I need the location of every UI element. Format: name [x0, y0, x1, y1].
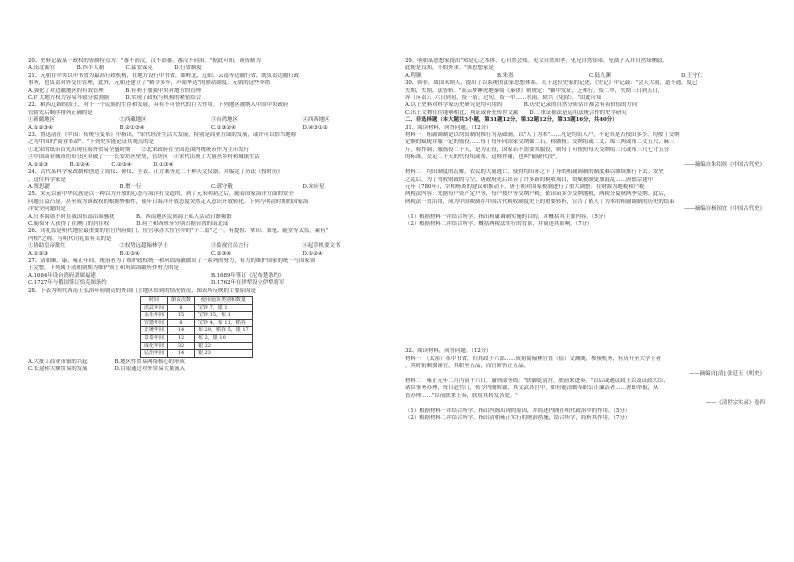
question-32-title: 32、阅读材料，回答问题。（12分）	[405, 348, 492, 355]
table-row	[141, 319, 253, 327]
q31-source-2: ——摘编自杨国宜《中国古代史》	[684, 206, 765, 213]
table-cell: 永乐年间	[141, 312, 168, 320]
question-25-options-cd: C.葡萄牙人获得了在澳门的居住权 D.荷兰和西班牙分别占据台湾的南北部	[28, 220, 229, 227]
option: B.朱熹	[497, 72, 514, 79]
table-row	[141, 342, 253, 350]
table-cell: 8	[168, 319, 195, 327]
q32-source-2: ——《清世宗实录》卷四	[705, 400, 765, 407]
tribute-table	[140, 296, 253, 358]
q31-material-2-line: 之乱后，为了驾收财政的亏空，唐政府先后出台了许多新的税收项目，赞赋税制更加混乱……唐德宗建中	[405, 176, 653, 183]
answer-space	[405, 228, 773, 348]
question-25-stem-3: 洋安全问题的是	[28, 206, 66, 213]
question-24-stem-1: 24、古代某科学家改制和创造了简仪、仰仪、圭表、正方案等近二十种天文仪器，并编定了历法《授时历》	[28, 169, 283, 176]
option: A.①②③④	[28, 124, 53, 131]
table-row	[141, 312, 253, 320]
table-cell: 布 29，稻谷 5，银 17	[195, 327, 253, 335]
question-23-stem-2: 之为中国的"商业革命"。"下列史实能论证其观点的是	[28, 139, 155, 146]
section-title: 二、非选择题（本大题共3小题，第31题12分，第32题12分，第33题16分，共40分）	[405, 117, 618, 124]
question-30-options-ab: A.以上史料对科学家历史研究是均可用的 B.历史记录的自然分质估计都会有着价值的方向	[405, 102, 638, 109]
option: ④西西地区	[302, 117, 330, 124]
table-cell: 正统年间	[141, 327, 168, 335]
question-31-title: 31、阅读材料，回答问题。（12分）	[405, 124, 492, 131]
question-29-stem-1: 29、明朝某思想家提出"知是心之本体，心自然会知。见父自然知孝，见兄自然知弟，见孺子入井自然知恻隐，	[405, 58, 668, 64]
right-column	[405, 58, 773, 422]
question-26-items	[28, 243, 394, 250]
q31-material-2-line: 元年（780年），宰相杨炎的建议和推动下，唐王朝对国家税制进行了重大调整：在财源为地税和户税	[405, 183, 645, 190]
question-27-stem-2: 土完整。下列属于清朝朝期为维护领土和巩固海疆所作努力的是	[28, 265, 179, 272]
option: ②权势远超翰林学士	[119, 243, 169, 250]
table-cell: 银 22	[195, 342, 253, 350]
option: C.1727年与俄国签订恰克图条约	[28, 280, 107, 287]
table-body	[141, 304, 253, 357]
table-cell: 景泰年间	[141, 334, 168, 342]
q31-material-2-line: 材料二 均田制度的瓦解，农民的大量逃亡，使得均田赤之下丁身的租庸调制的制度难以继续推行下去。安史	[405, 169, 664, 176]
q31-material-1-line: 材料一 租庸调制是以均田制的推行为基础制，以"人丁为本"……凡是均田人户，不论其是否授田多少，均按丁交纳	[405, 132, 680, 139]
q31-material-1-line: 斤，称作调；服徭役二十天，是为正役，国家若不需要其服役，则每丁可按照每天交纳绢三尺或布三尺七寸五分	[405, 146, 670, 153]
question-21-options-ab: A.强化了对边疆地区的有效管理 B.有利于加强中央对地方的管理	[28, 87, 202, 94]
option: A.程颢	[405, 72, 422, 79]
option: D.1762年在伊犁设立伊犁将军	[211, 280, 285, 287]
q32-material-2-line: 直办理……"臣前朕来上奏，朕将其转发各处。"	[405, 392, 518, 399]
option: D.宋应星	[302, 183, 325, 190]
option: C.陆九渊	[589, 72, 611, 79]
question-20-options: A.南北面官 B.四半人制 C.猛安谋克 D.行省制度	[28, 65, 202, 72]
table-row	[141, 327, 253, 335]
q32-material-1-line: 。其时衔颇加谨官，其职至五品，而官阶仍正五品。	[405, 363, 529, 370]
table-row	[141, 334, 253, 342]
left-column	[28, 58, 394, 374]
q31-material-2-line: 两税法一直沿用，成为中国税制在中国古代税收制度史上的重要转折，宣告了依人丁为本的租庸调制的历史的结束	[405, 198, 675, 205]
option: B.僧一行	[119, 183, 142, 190]
option: B.①③④	[119, 250, 140, 257]
q32-material-2-line: 诸臣事务办理，每日赴宫门，传令内阁转谕，其文武各官中，如有能清勤奉职公正廉洁者……著即举报，从	[405, 385, 659, 392]
table-header-row	[141, 297, 253, 305]
table-row	[141, 304, 253, 312]
table-cell: 14	[168, 327, 195, 335]
option: B.1689年签订《尼布楚条约》	[211, 272, 285, 279]
q31-subquestion-2: （2）根据材料二并结合所学，概括两税法实行的背景，并简述其影响。（7分）	[405, 220, 593, 227]
question-24-options	[28, 184, 394, 191]
table-cell: 宝钞 4，布 11，稻谷	[195, 319, 253, 327]
q31-source-1: ——摘编自朱绍侯《中国古代史》	[684, 161, 765, 168]
option: C.②③④	[211, 250, 232, 257]
question-24-stem-2: 。这位科学家是	[28, 176, 66, 183]
question-27-stem-1: 27、清朝顺、康、雍正年间，统治者为了维护政权统一和巩固海疆做出了一系列的努力，有力的维护国家的统一与国家领	[28, 257, 316, 264]
question-22-items	[28, 117, 394, 124]
question-22-options	[28, 125, 394, 132]
question-23-items-1: ①北宋的纸币首先出现在海外贸易全盛时期 ②北宋政府在全国范围内统统币作为主币发行	[28, 146, 250, 153]
q32-subquestion-2: （2）根据材料二并结合所学，指出清朝雍正实行的统治措施，结合所学，简析其作用。（7分）	[405, 415, 631, 421]
question-23-items-2: ③中国商业城市坊市分区突破了一一长安坊区壁垒，管坊区 ④宋代出现了大量丛乡村和城镇生活	[28, 154, 260, 161]
question-26-stem-1: 26、司礼监是明代地位最重要的宦官内府衙门，宦官承办大宦官中的"十二监"之一，有提督、掌印、秉笔、随堂等太监，素有"	[28, 228, 329, 235]
question-30-stem-2: 失期，失期，法皆斩。"而云梦睡虎地秦简《秦律》则规定："御中发征，乏弗行，赀二甲，失期三日到五日，	[405, 87, 664, 94]
option: D.①②④	[302, 250, 323, 257]
q31-material-1-line: 定额的赋税并服一定的徭役……每丁每年向国家交纳粟二石，称做租；交纳绢或二丈、绵三两或布二丈五尺、麻三	[405, 139, 675, 146]
option: C.①③②④	[211, 124, 236, 131]
table-cell: 银 23	[195, 350, 253, 358]
table-cell: 32	[168, 342, 195, 350]
q31-material-2-line: 两税法内容：先据每户资产定户等，每户按户等交纳户税；依田亩多少交纳地税，两税分夏秋两季交纳。此后，	[405, 191, 670, 198]
question-21-stem-1: 21、元朝在中央以中书省为最高行政机构，在地方设行中书省，如岭北、辽阳、云南等边疆行省，既负责边疆行政	[28, 72, 300, 79]
question-30-stem-1: 30、韩非，战国末期人，提出了以系统的法家思想体系。关于这位史家的记述，《史记》中记载："会天大雨，道不通，度已	[405, 80, 698, 87]
question-28-options-ab: A.大批工商业市镇的兴起 B.地区性贸易网络核心的形成	[28, 358, 185, 365]
option: ③台湾地区	[211, 117, 238, 124]
table-cell: 成化年间	[141, 342, 168, 350]
question-26-options	[28, 251, 394, 258]
option: ③监视官员言行	[211, 243, 249, 250]
question-20-stem: 20、史料记载某一政权的皆制特点为："番不治汉，汉不治番，番汉不同治。"据此可知，该皆制为	[28, 58, 261, 64]
table-cell: 洪武年间	[141, 304, 168, 312]
option: A.贾思勰	[28, 183, 50, 190]
question-27-options-cd	[28, 280, 394, 287]
q32-material-2-line: 材料二 雍正元年二月丙寅十六日，谕刑部等衙："朕御乾清宫，朕前来进奏。"以后或遇议政王以及议政大臣、	[405, 377, 669, 384]
question-29-options	[405, 73, 773, 80]
table-cell: 宝钞 15，布 1	[195, 312, 253, 320]
table-cell: 12	[168, 334, 195, 342]
q31-material-1-line: 的标准，交足二十天的代役绢或布，这称作庸，也叫"输庸代役"。	[405, 154, 561, 161]
question-21-options-cd: C.扩大地方权力容易导致分裂割据 D.实现了政权与机构的紧密结合	[28, 95, 202, 102]
table-header: 使用通货类别和数量	[195, 297, 253, 305]
question-28-stem: 28、下表为明代西南王弘治年间朝贡的外国门主地区给到的情况情况，图表所反映的主要原因是	[28, 287, 256, 294]
question-22-stem-1: 22、粮西辽阔的国土，对于一个民族的生存和发展，具有不可替代的巨大作用。下列地区被纳入中国中央政府	[28, 102, 289, 109]
question-30-options-cd: C.出土文物往往能够相比，判证或补充传世文献 D.二重证据法是运用法统合作的史学研究	[405, 109, 627, 116]
question-25-stem-2: 问题日益凸显，甚至成为该政权的根据弊根性，使年日海洋开放态度突然走入意识开放转化。下列与明清时期的国家海	[28, 198, 309, 205]
option: D.王守仁	[681, 72, 704, 79]
table-header: 时间	[141, 297, 168, 305]
option: ①协助皇帝批红	[28, 243, 66, 250]
option: A.1684年设台湾府隶属福建	[28, 272, 96, 279]
table-cell: 弘治年间	[141, 350, 168, 358]
question-26-stem-2: 内相"之称。与明代司礼监有关的是	[28, 235, 112, 242]
question-25-options-ab: A.日本海盗不时在我国东部沿海骚扰 B、西南地区民间海上私人活动日渐频繁	[28, 213, 232, 220]
q32-material-1-line: 材料一 （太祖）革中书省，归其政于六部……成祖简翰林官直（值）文渊阁，参预机务，有历升至大学士者	[405, 355, 662, 362]
table-cell: 宣德年间	[141, 319, 168, 327]
table-cell: 8	[168, 304, 195, 312]
question-23-stem-1: 23、鲁迅清在《中国：传统与变革》中指出，"宋代经济生活大发展，特别是商业方面的发展，或许可以恰当地称	[28, 132, 297, 139]
q32-source-1: ——摘编自[清] 张廷玉《明史》	[689, 370, 765, 377]
option: A.①②③	[28, 250, 49, 257]
table-cell: 15	[168, 312, 195, 320]
question-28-options-cd: C.长途和大额贸易的发展 D.白银通过对外贸易大量流入	[28, 366, 186, 373]
option: B.②①③④	[119, 124, 145, 131]
table-row	[141, 350, 253, 358]
question-22-stem-2: 管辖先后顺序排列正确的是	[28, 109, 93, 116]
option: D.④③①②	[302, 124, 328, 131]
option: ①新疆地区	[28, 117, 55, 124]
option: ④起草机要文书	[302, 243, 341, 250]
table-header: 朝贡次数	[168, 297, 195, 305]
table-cell: 布 2，银 10	[195, 334, 253, 342]
option: ②西藏地区	[119, 117, 147, 124]
question-25-stem-1: 25、宋元以前中华民族是以一种以为开放的心态与海洋打交道的，到了元末明初之后，随着国家海洋方面的安全	[28, 191, 294, 198]
q31-subquestion-1: （1）根据材料一并结合所学，指出租庸调制实施的目的，并概括其主要内容。（5分）	[405, 213, 609, 220]
option: C.郭守敬	[211, 183, 233, 190]
question-30-stem-3: 谇（斥责）；六日到旬，赀一盾；过旬，赀一甲……水雨，除兴（免除）。"由此可知	[405, 95, 602, 102]
question-23-options: A.①②③ B.①②④ C.②③④ D.①③④	[28, 161, 174, 168]
question-21-stem-2: 事务，也负责对外交往管理，此外，元朝还建立了"鹤令多车，声闻华达"的驿站制度。元朝的这些举措	[28, 80, 271, 87]
q32-subquestion-1: （1）根据材料一并结合所学，指出内阁出现的原因，并简述内阁在明代政治中的作用。（5分）	[405, 407, 631, 414]
question-29-stem-2: 此便是良知，不假外求。"该思想家是	[405, 65, 494, 72]
table-cell: 宝钞 7，银 1	[195, 304, 253, 312]
table-cell: 14	[168, 350, 195, 358]
